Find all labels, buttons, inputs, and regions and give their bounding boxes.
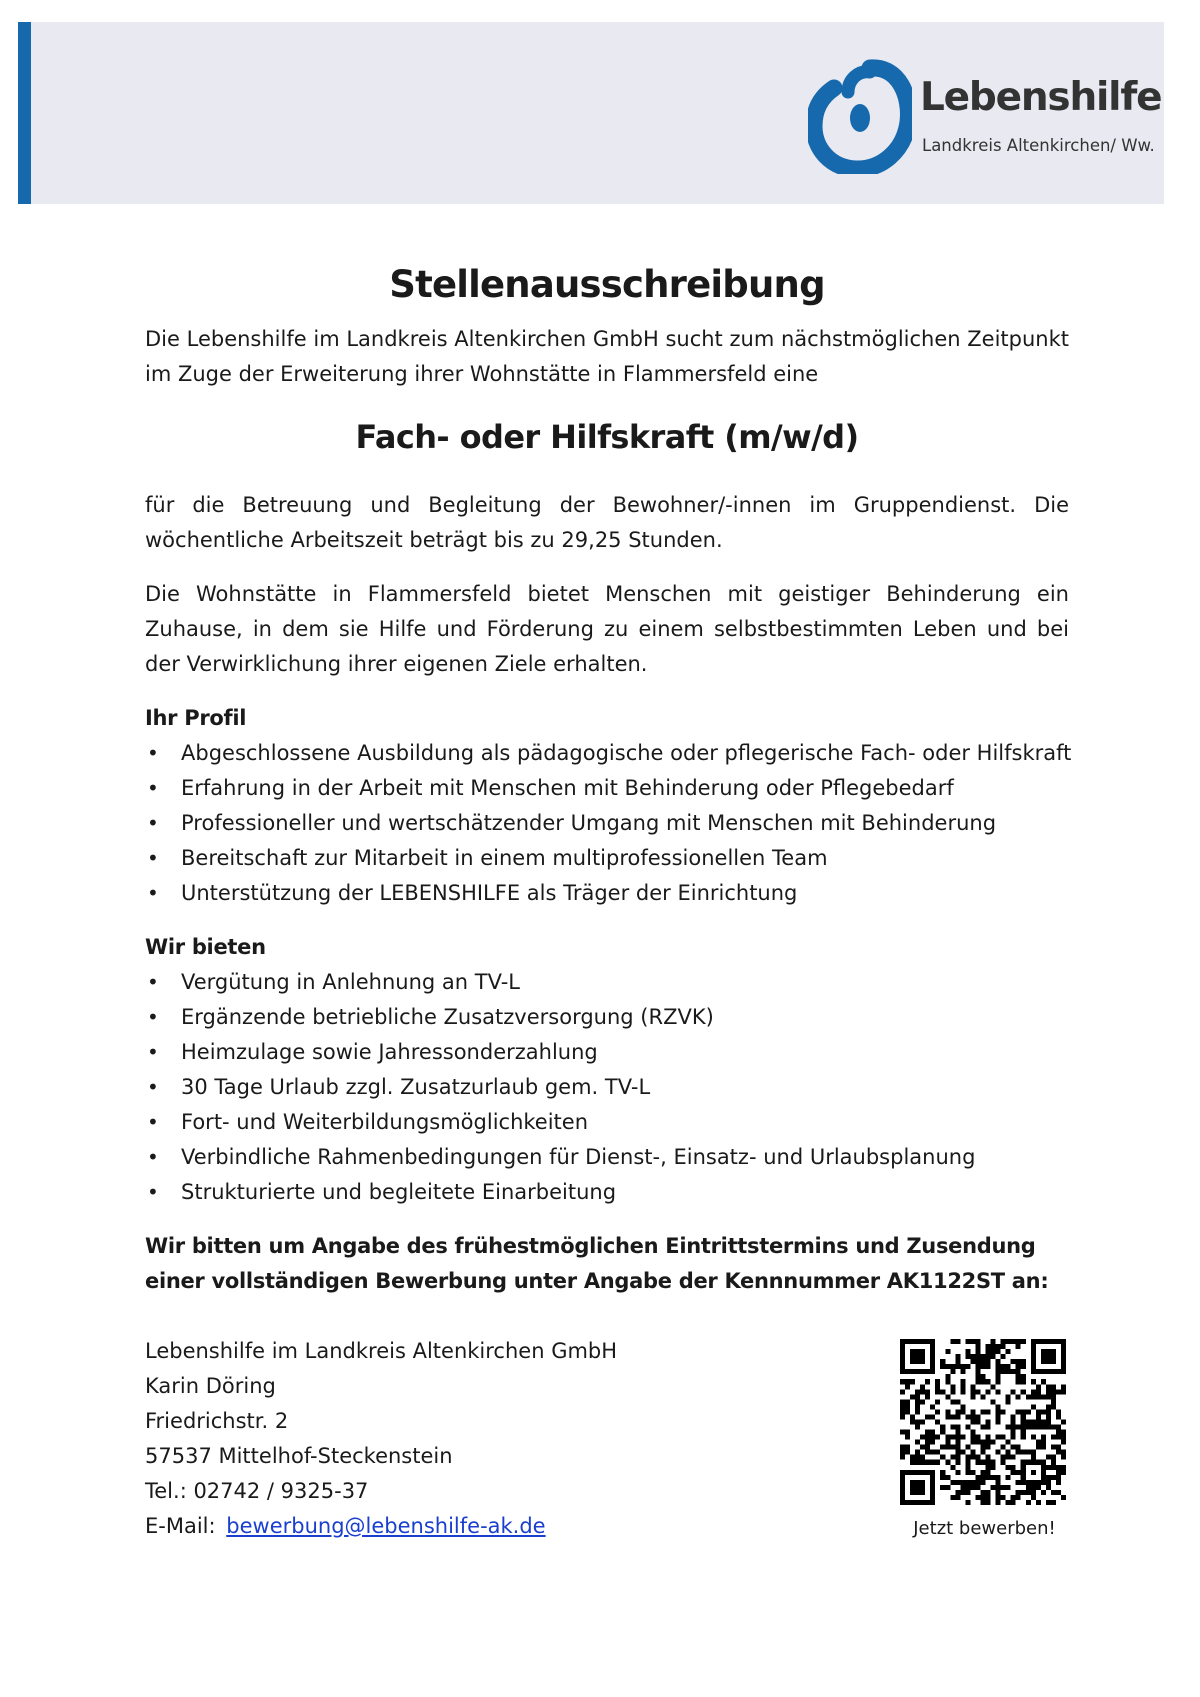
profile-list: [145, 736, 1072, 911]
contact-street: Friedrichstr. 2: [145, 1409, 289, 1433]
list-item: • Unterstützung der LEBENSHILFE als Träger der Einrichtung: [145, 876, 1069, 911]
list-item: • Strukturierte und begleitete Einarbeitung: [145, 1175, 1069, 1210]
header-accent-bar: [18, 22, 31, 204]
list-item: • 30 Tage Urlaub zzgl. Zusatzurlaub gem. TV-L: [145, 1070, 1069, 1105]
list-item: • Vergütung in Anlehnung an TV-L: [145, 965, 1069, 1000]
offer-list: [145, 965, 1069, 1210]
position-title: Fach- oder Hilfskraft (m/w/d): [355, 418, 859, 456]
list-item: • Abgeschlossene Ausbildung als pädagogische oder pflegerische Fach- oder Hilfskraft: [145, 736, 1069, 771]
contact-email-label: E-Mail:: [145, 1514, 216, 1538]
list-item: • Erfahrung in der Arbeit mit Menschen mit Behinderung oder Pflegebedarf: [145, 771, 1069, 806]
lebenshilfe-logo: [788, 52, 1168, 177]
profile-heading: Ihr Profil: [145, 706, 247, 730]
offer-heading: Wir bieten: [145, 935, 266, 959]
lebenshilfe-logo-icon: [808, 56, 912, 174]
qr-code-block: [897, 1339, 1072, 1538]
list-item: • Professioneller und wertschätzender Umgang mit Menschen mit Behinderung: [145, 806, 1069, 841]
list-item: • Heimzulage sowie Jahressonderzahlung: [145, 1035, 1069, 1070]
list-item: • Fort- und Weiterbildungsmöglichkeiten: [145, 1105, 1069, 1140]
logo-subtitle: Landkreis Altenkirchen/ Ww.: [922, 136, 1155, 155]
qr-caption: Jetzt bewerben!: [913, 1518, 1056, 1539]
page-title: Stellenausschreibung: [389, 263, 825, 306]
closing-paragraph: Wir bitten um Angabe des frühestmöglichen Eintrittstermins und Zusendung einer vollständigen Bewerbung unter Angabe der Kennnummer AK1122ST an:: [145, 1234, 1049, 1293]
contact-city: 57537 Mittelhof-Steckenstein: [145, 1444, 453, 1468]
contact-organization: Lebenshilfe im Landkreis Altenkirchen GmbH: [145, 1339, 618, 1363]
contact-phone: Tel.: 02742 / 9325-37: [145, 1479, 369, 1503]
qr-code[interactable]: [900, 1339, 1066, 1505]
list-item: • Ergänzende betriebliche Zusatzversorgung (RZVK): [145, 1000, 1069, 1035]
description-paragraph-1: für die Betreuung und Begleitung der Bewohner/-innen im Gruppendienst. Die wöchentliche Arbeitszeit beträgt bis zu 29,25 Stunden.: [145, 493, 1069, 552]
contact-person: Karin Döring: [145, 1374, 276, 1398]
list-item: • Bereitschaft zur Mitarbeit in einem multiprofessionellen Team: [145, 841, 1069, 876]
intro-paragraph: Die Lebenshilfe im Landkreis Altenkirchen GmbH sucht zum nächstmöglichen Zeitpunkt im Zuge der Erweiterung ihrer Wohnstätte in Flammersfeld eine: [145, 327, 1069, 386]
header-band: [18, 22, 1164, 204]
logo-name: Lebenshilfe: [920, 75, 1162, 120]
description-paragraph-2: Die Wohnstätte in Flammersfeld bietet Menschen mit geistiger Behinderung ein Zuhause, in dem sie Hilfe und Förderung zu einem selbstbestimmten Leben und bei der Verwirklichung ihrer eigenen Ziele erhalten.: [145, 582, 1069, 676]
contact-email-link[interactable]: bewerbung@lebenshilfe-ak.de: [226, 1514, 546, 1538]
list-item: • Verbindliche Rahmenbedingungen für Dienst-, Einsatz- und Urlaubsplanung: [145, 1140, 1069, 1175]
